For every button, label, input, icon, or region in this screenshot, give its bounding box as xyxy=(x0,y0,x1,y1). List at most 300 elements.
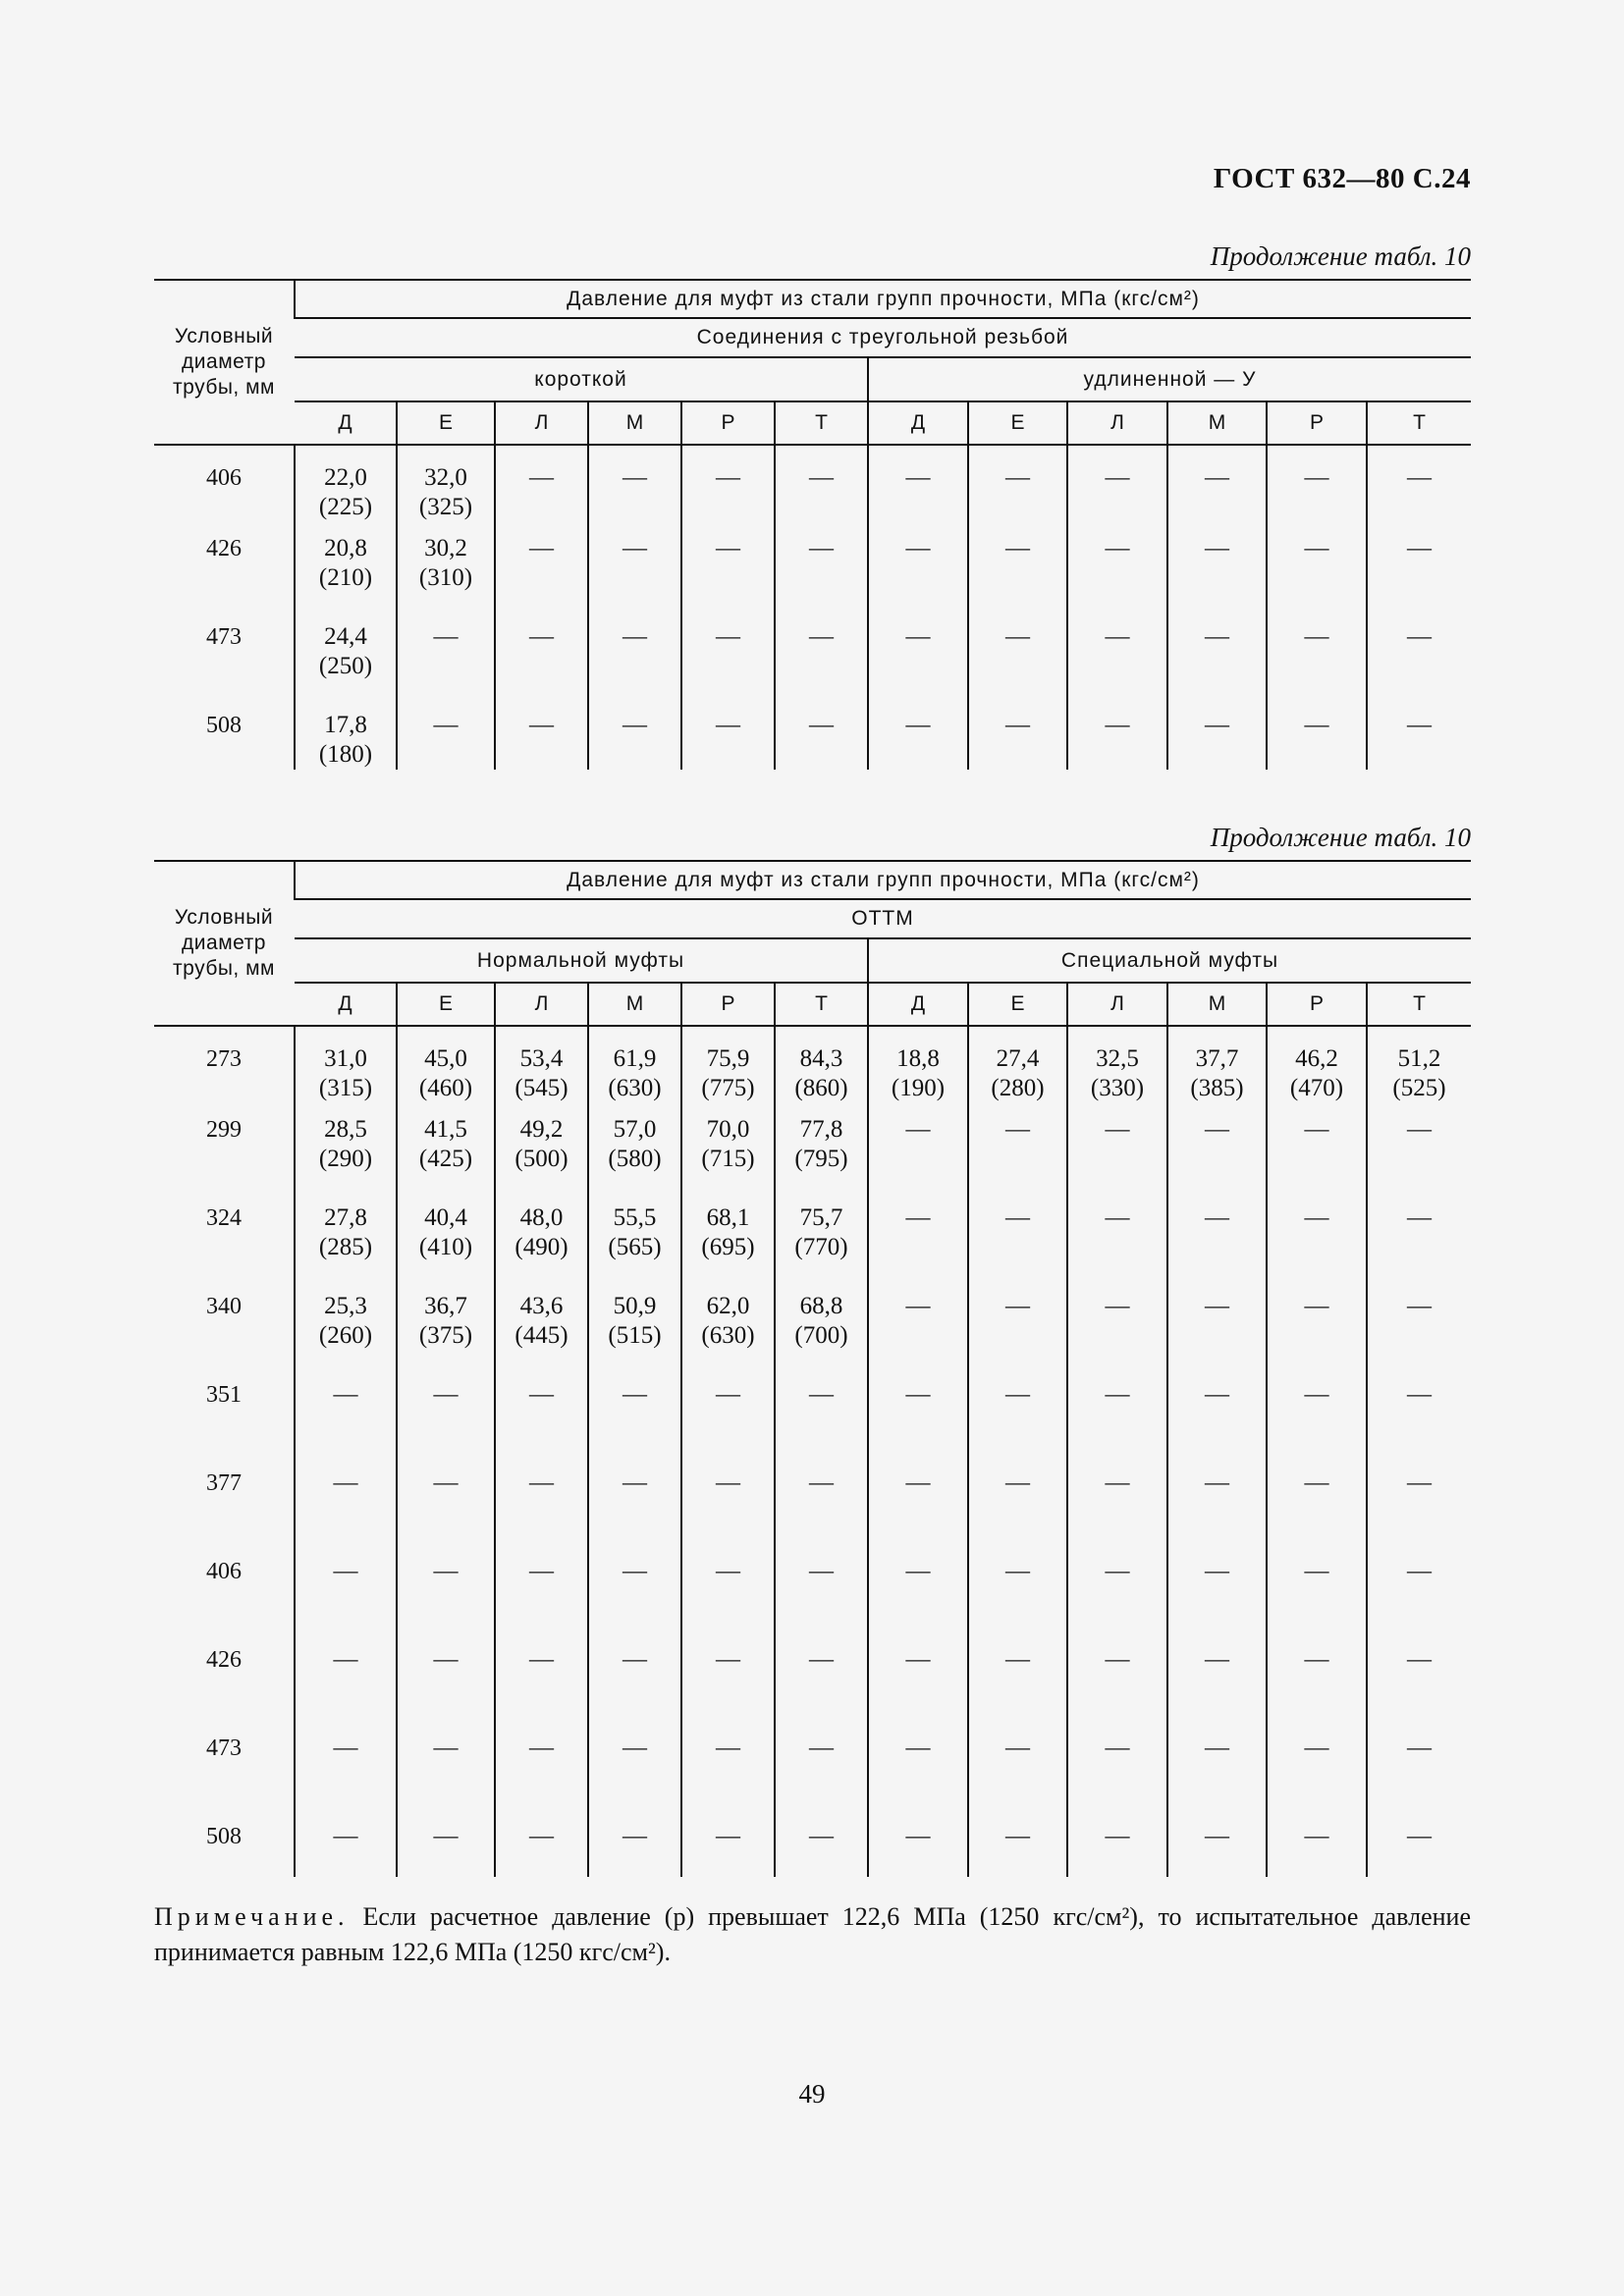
table-row xyxy=(154,1734,1471,1822)
pressure-cell xyxy=(397,1380,495,1468)
pressure-kgf: (470) xyxy=(1289,1075,1344,1101)
diameter-cell: 406 xyxy=(206,1559,242,1584)
pressure-mpa: — xyxy=(809,1469,834,1496)
pressure-cell xyxy=(295,1645,397,1734)
pressure-kgf: (860) xyxy=(794,1075,848,1101)
pressure-header: Давление для муфт из стали групп прочности, МПа (кгс/см²) xyxy=(295,280,1471,318)
row-header-line: Условный xyxy=(174,906,274,929)
pressure-mpa: 37,7 xyxy=(1195,1045,1239,1072)
pressure-cell xyxy=(1267,1203,1367,1292)
pressure-cell xyxy=(1367,1292,1471,1380)
pressure-mpa: — xyxy=(809,623,834,650)
pressure-cell xyxy=(495,1115,588,1203)
pressure-cell xyxy=(1167,1115,1267,1203)
pressure-mpa: — xyxy=(433,1558,459,1584)
strength-group-header: Д xyxy=(295,983,397,1026)
pressure-mpa: — xyxy=(1407,464,1432,491)
pressure-mpa: — xyxy=(529,623,554,650)
strength-group-header: Р xyxy=(681,401,775,445)
pressure-cell xyxy=(588,1380,681,1468)
subgroup-header-special: Специальной муфты xyxy=(868,938,1471,983)
pressure-cell xyxy=(295,1734,397,1822)
pressure-cell xyxy=(1067,1203,1167,1292)
pressure-mpa: — xyxy=(716,1381,740,1408)
pressure-mpa: 62,0 xyxy=(706,1293,750,1319)
pressure-cell xyxy=(495,1203,588,1292)
pressure-mpa: — xyxy=(809,1646,834,1673)
pressure-cell xyxy=(968,1115,1067,1203)
pressure-cell xyxy=(1267,711,1367,770)
pressure-mpa: — xyxy=(1005,712,1030,738)
subgroup-header-short: короткой xyxy=(295,357,868,401)
pressure-cell xyxy=(681,1026,775,1115)
pressure-kgf: (460) xyxy=(418,1075,473,1101)
pressure-cell xyxy=(1167,1822,1267,1877)
pressure-mpa: — xyxy=(716,712,740,738)
pressure-mpa: 36,7 xyxy=(424,1293,467,1319)
pressure-cell xyxy=(1367,1203,1471,1292)
pressure-cell xyxy=(775,1822,868,1877)
pressure-mpa: — xyxy=(433,1381,459,1408)
pressure-mpa: 57,0 xyxy=(613,1116,657,1143)
pressure-cell xyxy=(681,1557,775,1645)
pressure-cell xyxy=(968,1203,1067,1292)
pressure-mpa: 43,6 xyxy=(519,1293,564,1319)
pressure-cell xyxy=(495,711,588,770)
pressure-cell xyxy=(1167,1380,1267,1468)
pressure-mpa: 27,4 xyxy=(996,1045,1040,1072)
pressure-cell xyxy=(495,1645,588,1734)
diameter-cell: 406 xyxy=(206,465,242,491)
strength-group-header: Е xyxy=(397,401,495,445)
diameter-cell: 508 xyxy=(206,1824,242,1849)
pressure-mpa: — xyxy=(716,1646,740,1673)
table2-continuation-label: Продолжение табл. 10 xyxy=(1210,823,1471,852)
pressure-mpa: — xyxy=(333,1469,358,1496)
pressure-cell xyxy=(681,1645,775,1734)
pressure-cell xyxy=(397,1292,495,1380)
pressure-mpa: — xyxy=(1005,1735,1030,1761)
pressure-cell xyxy=(968,1557,1067,1645)
pressure-mpa: — xyxy=(1407,1558,1432,1584)
pressure-mpa: — xyxy=(1407,1381,1432,1408)
pressure-cell xyxy=(681,711,775,770)
pressure-mpa: — xyxy=(529,1646,554,1673)
table-row xyxy=(154,1026,1471,1115)
pressure-cell xyxy=(397,1468,495,1557)
pressure-mpa: — xyxy=(905,464,931,491)
pressure-mpa: — xyxy=(809,464,834,491)
pressure-mpa: 27,8 xyxy=(324,1204,367,1231)
pressure-kgf: (545) xyxy=(514,1075,568,1101)
pressure-mpa: — xyxy=(1407,623,1432,650)
pressure-mpa: — xyxy=(1304,1293,1329,1319)
pressure-mpa: — xyxy=(1205,1735,1229,1761)
pressure-cell xyxy=(588,1822,681,1877)
pressure-cell xyxy=(588,1026,681,1115)
pressure-cell xyxy=(868,1557,968,1645)
table2-body xyxy=(154,1026,1471,1877)
row-header-line: диаметр xyxy=(182,932,266,954)
pressure-cell xyxy=(968,1645,1067,1734)
pressure-kgf: (310) xyxy=(418,564,473,591)
strength-group-header: М xyxy=(588,983,681,1026)
pressure-kgf: (795) xyxy=(794,1146,848,1172)
pressure-mpa: — xyxy=(529,712,554,738)
pressure-kgf: (280) xyxy=(991,1075,1045,1101)
pressure-mpa: 75,7 xyxy=(799,1204,843,1231)
pressure-cell xyxy=(968,1822,1067,1877)
pressure-mpa: — xyxy=(1105,1823,1130,1849)
pressure-kgf: (290) xyxy=(318,1146,373,1172)
table-row xyxy=(154,1115,1471,1203)
pressure-cell xyxy=(588,1645,681,1734)
strength-group-header: Д xyxy=(868,983,968,1026)
pressure-cell xyxy=(1067,1026,1167,1115)
pressure-kgf: (325) xyxy=(418,494,473,520)
pressure-mpa: — xyxy=(1407,1469,1432,1496)
pressure-mpa: 32,0 xyxy=(424,464,467,491)
pressure-cell xyxy=(681,1292,775,1380)
pressure-cell xyxy=(968,1380,1067,1468)
pressure-mpa: — xyxy=(905,1558,931,1584)
page-number: 49 xyxy=(798,2079,826,2109)
pressure-cell xyxy=(1067,711,1167,770)
strength-group-header: Д xyxy=(295,401,397,445)
pressure-mpa: — xyxy=(1304,1646,1329,1673)
pressure-mpa: — xyxy=(1205,1646,1229,1673)
pressure-cell xyxy=(495,1380,588,1468)
pressure-mpa: — xyxy=(1304,1469,1329,1496)
pressure-mpa: — xyxy=(623,712,647,738)
pressure-mpa: 53,4 xyxy=(519,1045,564,1072)
pressure-cell xyxy=(295,711,397,770)
pressure-cell xyxy=(495,534,588,622)
pressure-mpa: — xyxy=(623,535,647,561)
pressure-mpa: — xyxy=(716,1558,740,1584)
pressure-mpa: — xyxy=(333,1558,358,1584)
pressure-kgf: (210) xyxy=(318,564,373,591)
pressure-cell xyxy=(295,1292,397,1380)
pressure-cell xyxy=(295,1468,397,1557)
pressure-kgf: (630) xyxy=(701,1322,755,1349)
diameter-cell: 340 xyxy=(206,1294,242,1319)
table1-body xyxy=(154,445,1471,770)
pressure-mpa: 32,5 xyxy=(1096,1045,1139,1072)
pressure-cell xyxy=(1267,1380,1367,1468)
row-header-line: диаметр xyxy=(182,350,266,373)
strength-group-row xyxy=(154,401,1471,445)
pressure-kgf: (770) xyxy=(794,1234,848,1260)
pressure-kgf: (250) xyxy=(318,653,373,679)
pressure-cell xyxy=(1067,1468,1167,1557)
pressure-cell xyxy=(1267,1115,1367,1203)
pressure-mpa: 70,0 xyxy=(706,1116,750,1143)
pressure-cell xyxy=(681,1203,775,1292)
pressure-mpa: — xyxy=(1205,1469,1229,1496)
pressure-mpa: — xyxy=(1005,623,1030,650)
pressure-kgf: (515) xyxy=(608,1322,662,1349)
pressure-cell xyxy=(1267,1026,1367,1115)
pressure-mpa: — xyxy=(433,1469,459,1496)
pressure-cell xyxy=(1067,622,1167,711)
pressure-cell xyxy=(495,1822,588,1877)
pressure-mpa: — xyxy=(1105,464,1130,491)
pressure-cell xyxy=(397,1026,495,1115)
pressure-cell xyxy=(775,1026,868,1115)
pressure-cell xyxy=(775,622,868,711)
pressure-mpa: — xyxy=(905,1293,931,1319)
pressure-cell xyxy=(1267,445,1367,534)
pressure-mpa: 41,5 xyxy=(424,1116,467,1143)
pressure-cell xyxy=(495,1026,588,1115)
pressure-mpa: 40,4 xyxy=(424,1204,467,1231)
pressure-kgf: (180) xyxy=(318,741,373,768)
pressure-mpa: 17,8 xyxy=(324,712,367,738)
pressure-mpa: — xyxy=(809,1823,834,1849)
pressure-cell xyxy=(775,1734,868,1822)
pressure-mpa: — xyxy=(1407,535,1432,561)
pressure-cell xyxy=(588,445,681,534)
pressure-mpa: — xyxy=(1304,1558,1329,1584)
table-row xyxy=(154,1645,1471,1734)
strength-group-header: Е xyxy=(397,983,495,1026)
pressure-cell xyxy=(775,1557,868,1645)
pressure-cell xyxy=(295,1822,397,1877)
table1-continuation-label: Продолжение табл. 10 xyxy=(1210,241,1471,271)
table1 xyxy=(154,279,1471,770)
pressure-mpa: — xyxy=(1205,712,1229,738)
pressure-cell xyxy=(588,1292,681,1380)
pressure-header: Давление для муфт из стали групп прочности, МПа (кгс/см²) xyxy=(295,861,1471,899)
pressure-mpa: — xyxy=(1205,535,1229,561)
pressure-cell xyxy=(495,445,588,534)
diameter-cell: 508 xyxy=(206,713,242,738)
pressure-mpa: — xyxy=(1407,1735,1432,1761)
pressure-kgf: (410) xyxy=(418,1234,473,1260)
pressure-cell xyxy=(868,1115,968,1203)
pressure-mpa: — xyxy=(1407,1646,1432,1673)
pressure-cell xyxy=(397,1822,495,1877)
pressure-kgf: (445) xyxy=(514,1322,568,1349)
pressure-mpa: — xyxy=(1105,1558,1130,1584)
pressure-cell xyxy=(295,622,397,711)
pressure-cell xyxy=(681,1115,775,1203)
pressure-cell xyxy=(868,1734,968,1822)
pressure-mpa: 50,9 xyxy=(613,1293,657,1319)
pressure-cell xyxy=(868,1468,968,1557)
pressure-mpa: — xyxy=(433,1735,459,1761)
pressure-cell xyxy=(775,1292,868,1380)
table-row xyxy=(154,445,1471,534)
strength-group-header: М xyxy=(1167,983,1267,1026)
pressure-mpa: — xyxy=(623,1823,647,1849)
pressure-cell xyxy=(968,1292,1067,1380)
pressure-cell xyxy=(1067,1645,1167,1734)
diameter-cell: 351 xyxy=(206,1382,242,1408)
pressure-kgf: (580) xyxy=(608,1146,662,1172)
subgroup-header-extended: удлиненной — У xyxy=(868,357,1471,401)
strength-group-header: Л xyxy=(495,983,588,1026)
strength-group-header: Т xyxy=(1367,401,1471,445)
pressure-mpa: — xyxy=(333,1381,358,1408)
pressure-mpa: — xyxy=(905,1646,931,1673)
pressure-kgf: (225) xyxy=(318,494,373,520)
diameter-cell: 426 xyxy=(206,1647,242,1673)
pressure-mpa: — xyxy=(809,1381,834,1408)
pressure-mpa: — xyxy=(1304,712,1329,738)
diameter-cell: 426 xyxy=(206,536,242,561)
pressure-mpa: — xyxy=(905,712,931,738)
pressure-mpa: — xyxy=(433,712,459,738)
strength-group-header: Е xyxy=(968,401,1067,445)
pressure-kgf: (490) xyxy=(514,1234,568,1260)
pressure-cell xyxy=(495,1557,588,1645)
pressure-cell xyxy=(1067,1822,1167,1877)
pressure-cell xyxy=(1267,1645,1367,1734)
diameter-cell: 324 xyxy=(206,1205,242,1231)
table-row xyxy=(154,1557,1471,1645)
pressure-mpa: — xyxy=(623,1558,647,1584)
pressure-kgf: (315) xyxy=(318,1075,373,1101)
diameter-cell: 377 xyxy=(206,1470,242,1496)
pressure-cell xyxy=(397,1115,495,1203)
pressure-mpa: — xyxy=(1205,1204,1229,1231)
pressure-mpa: 18,8 xyxy=(896,1045,940,1072)
pressure-mpa: 22,0 xyxy=(324,464,367,491)
pressure-mpa: — xyxy=(1407,1116,1432,1143)
pressure-mpa: — xyxy=(1205,464,1229,491)
pressure-cell xyxy=(1267,1468,1367,1557)
pressure-cell xyxy=(1367,1645,1471,1734)
pressure-mpa: 28,5 xyxy=(324,1116,367,1143)
strength-group-header: Л xyxy=(495,401,588,445)
pressure-cell xyxy=(1367,1468,1471,1557)
pressure-cell xyxy=(1067,1557,1167,1645)
pressure-cell xyxy=(681,534,775,622)
row-header-cell xyxy=(154,280,295,445)
pressure-mpa: 49,2 xyxy=(519,1116,564,1143)
pressure-kgf: (775) xyxy=(701,1075,755,1101)
strength-group-header: М xyxy=(588,401,681,445)
pressure-cell xyxy=(681,1380,775,1468)
pressure-mpa: — xyxy=(905,623,931,650)
pressure-mpa: — xyxy=(529,1469,554,1496)
pressure-cell xyxy=(295,1557,397,1645)
pressure-kgf: (715) xyxy=(701,1146,755,1172)
strength-group-row xyxy=(154,983,1471,1026)
pressure-mpa: 20,8 xyxy=(324,535,367,561)
pressure-cell xyxy=(681,622,775,711)
note xyxy=(154,1899,1471,1970)
pressure-mpa: — xyxy=(1105,1469,1130,1496)
pressure-cell xyxy=(588,534,681,622)
pressure-kgf: (260) xyxy=(318,1322,373,1349)
pressure-cell xyxy=(1067,1115,1167,1203)
pressure-mpa: — xyxy=(1407,1823,1432,1849)
pressure-mpa: — xyxy=(1407,712,1432,738)
pressure-cell xyxy=(588,1115,681,1203)
pressure-cell xyxy=(868,1203,968,1292)
pressure-cell xyxy=(588,622,681,711)
pressure-cell xyxy=(1167,1026,1267,1115)
pressure-mpa: 75,9 xyxy=(706,1045,750,1072)
pressure-mpa: — xyxy=(905,1823,931,1849)
pressure-cell xyxy=(775,1380,868,1468)
strength-group-header: Е xyxy=(968,983,1067,1026)
document-header: ГОСТ 632—80 С.24 xyxy=(1213,163,1471,194)
pressure-mpa: 45,0 xyxy=(424,1045,467,1072)
pressure-cell xyxy=(1167,445,1267,534)
pressure-cell xyxy=(397,711,495,770)
pressure-mpa: — xyxy=(529,1823,554,1849)
pressure-cell xyxy=(868,622,968,711)
strength-group-header: Т xyxy=(775,983,868,1026)
pressure-cell xyxy=(1167,1292,1267,1380)
pressure-cell xyxy=(681,445,775,534)
pressure-mpa: — xyxy=(433,1823,459,1849)
pressure-mpa: — xyxy=(1105,1204,1130,1231)
pressure-mpa: — xyxy=(623,1381,647,1408)
pressure-mpa: 48,0 xyxy=(519,1204,564,1231)
pressure-mpa: — xyxy=(623,1646,647,1673)
pressure-mpa: — xyxy=(529,1558,554,1584)
pressure-mpa: — xyxy=(1304,1204,1329,1231)
pressure-mpa: — xyxy=(623,623,647,650)
pressure-mpa: 68,8 xyxy=(799,1293,843,1319)
pressure-mpa: 68,1 xyxy=(706,1204,750,1231)
pressure-cell xyxy=(1067,1734,1167,1822)
pressure-cell xyxy=(868,1645,968,1734)
table-row xyxy=(154,1292,1471,1380)
pressure-kgf: (285) xyxy=(318,1234,373,1260)
pressure-cell xyxy=(1167,1557,1267,1645)
pressure-cell xyxy=(1067,1380,1167,1468)
pressure-cell xyxy=(1167,622,1267,711)
pressure-cell xyxy=(1267,1734,1367,1822)
pressure-kgf: (190) xyxy=(891,1075,946,1101)
pressure-mpa: — xyxy=(1304,623,1329,650)
pressure-mpa: — xyxy=(529,1735,554,1761)
pressure-cell xyxy=(968,622,1067,711)
pressure-mpa: 24,4 xyxy=(324,623,367,650)
pressure-cell xyxy=(1367,1026,1471,1115)
pressure-mpa: — xyxy=(905,1469,931,1496)
pressure-mpa: — xyxy=(905,535,931,561)
pressure-mpa: — xyxy=(905,1735,931,1761)
note-text: Если расчетное давление (p) превышает 122,6 МПа (1250 кгс/см²), то испытательное давление принимается равным 122,6 МПа (1250 кгс/см²). xyxy=(154,1902,1471,1966)
pressure-cell xyxy=(1367,1557,1471,1645)
pressure-mpa: — xyxy=(529,535,554,561)
pressure-mpa: — xyxy=(433,623,459,650)
pressure-mpa: — xyxy=(623,1469,647,1496)
pressure-cell xyxy=(681,1468,775,1557)
pressure-cell xyxy=(1367,1734,1471,1822)
pressure-cell xyxy=(588,1468,681,1557)
pressure-cell xyxy=(1067,534,1167,622)
pressure-cell xyxy=(775,1645,868,1734)
table-row xyxy=(154,711,1471,770)
pressure-mpa: — xyxy=(716,623,740,650)
pressure-mpa: 77,8 xyxy=(799,1116,843,1143)
pressure-cell xyxy=(295,1026,397,1115)
pressure-mpa: — xyxy=(716,535,740,561)
pressure-cell xyxy=(775,1115,868,1203)
table2 xyxy=(154,860,1471,1877)
pressure-cell xyxy=(295,445,397,534)
pressure-mpa: — xyxy=(1105,712,1130,738)
pressure-cell xyxy=(968,445,1067,534)
